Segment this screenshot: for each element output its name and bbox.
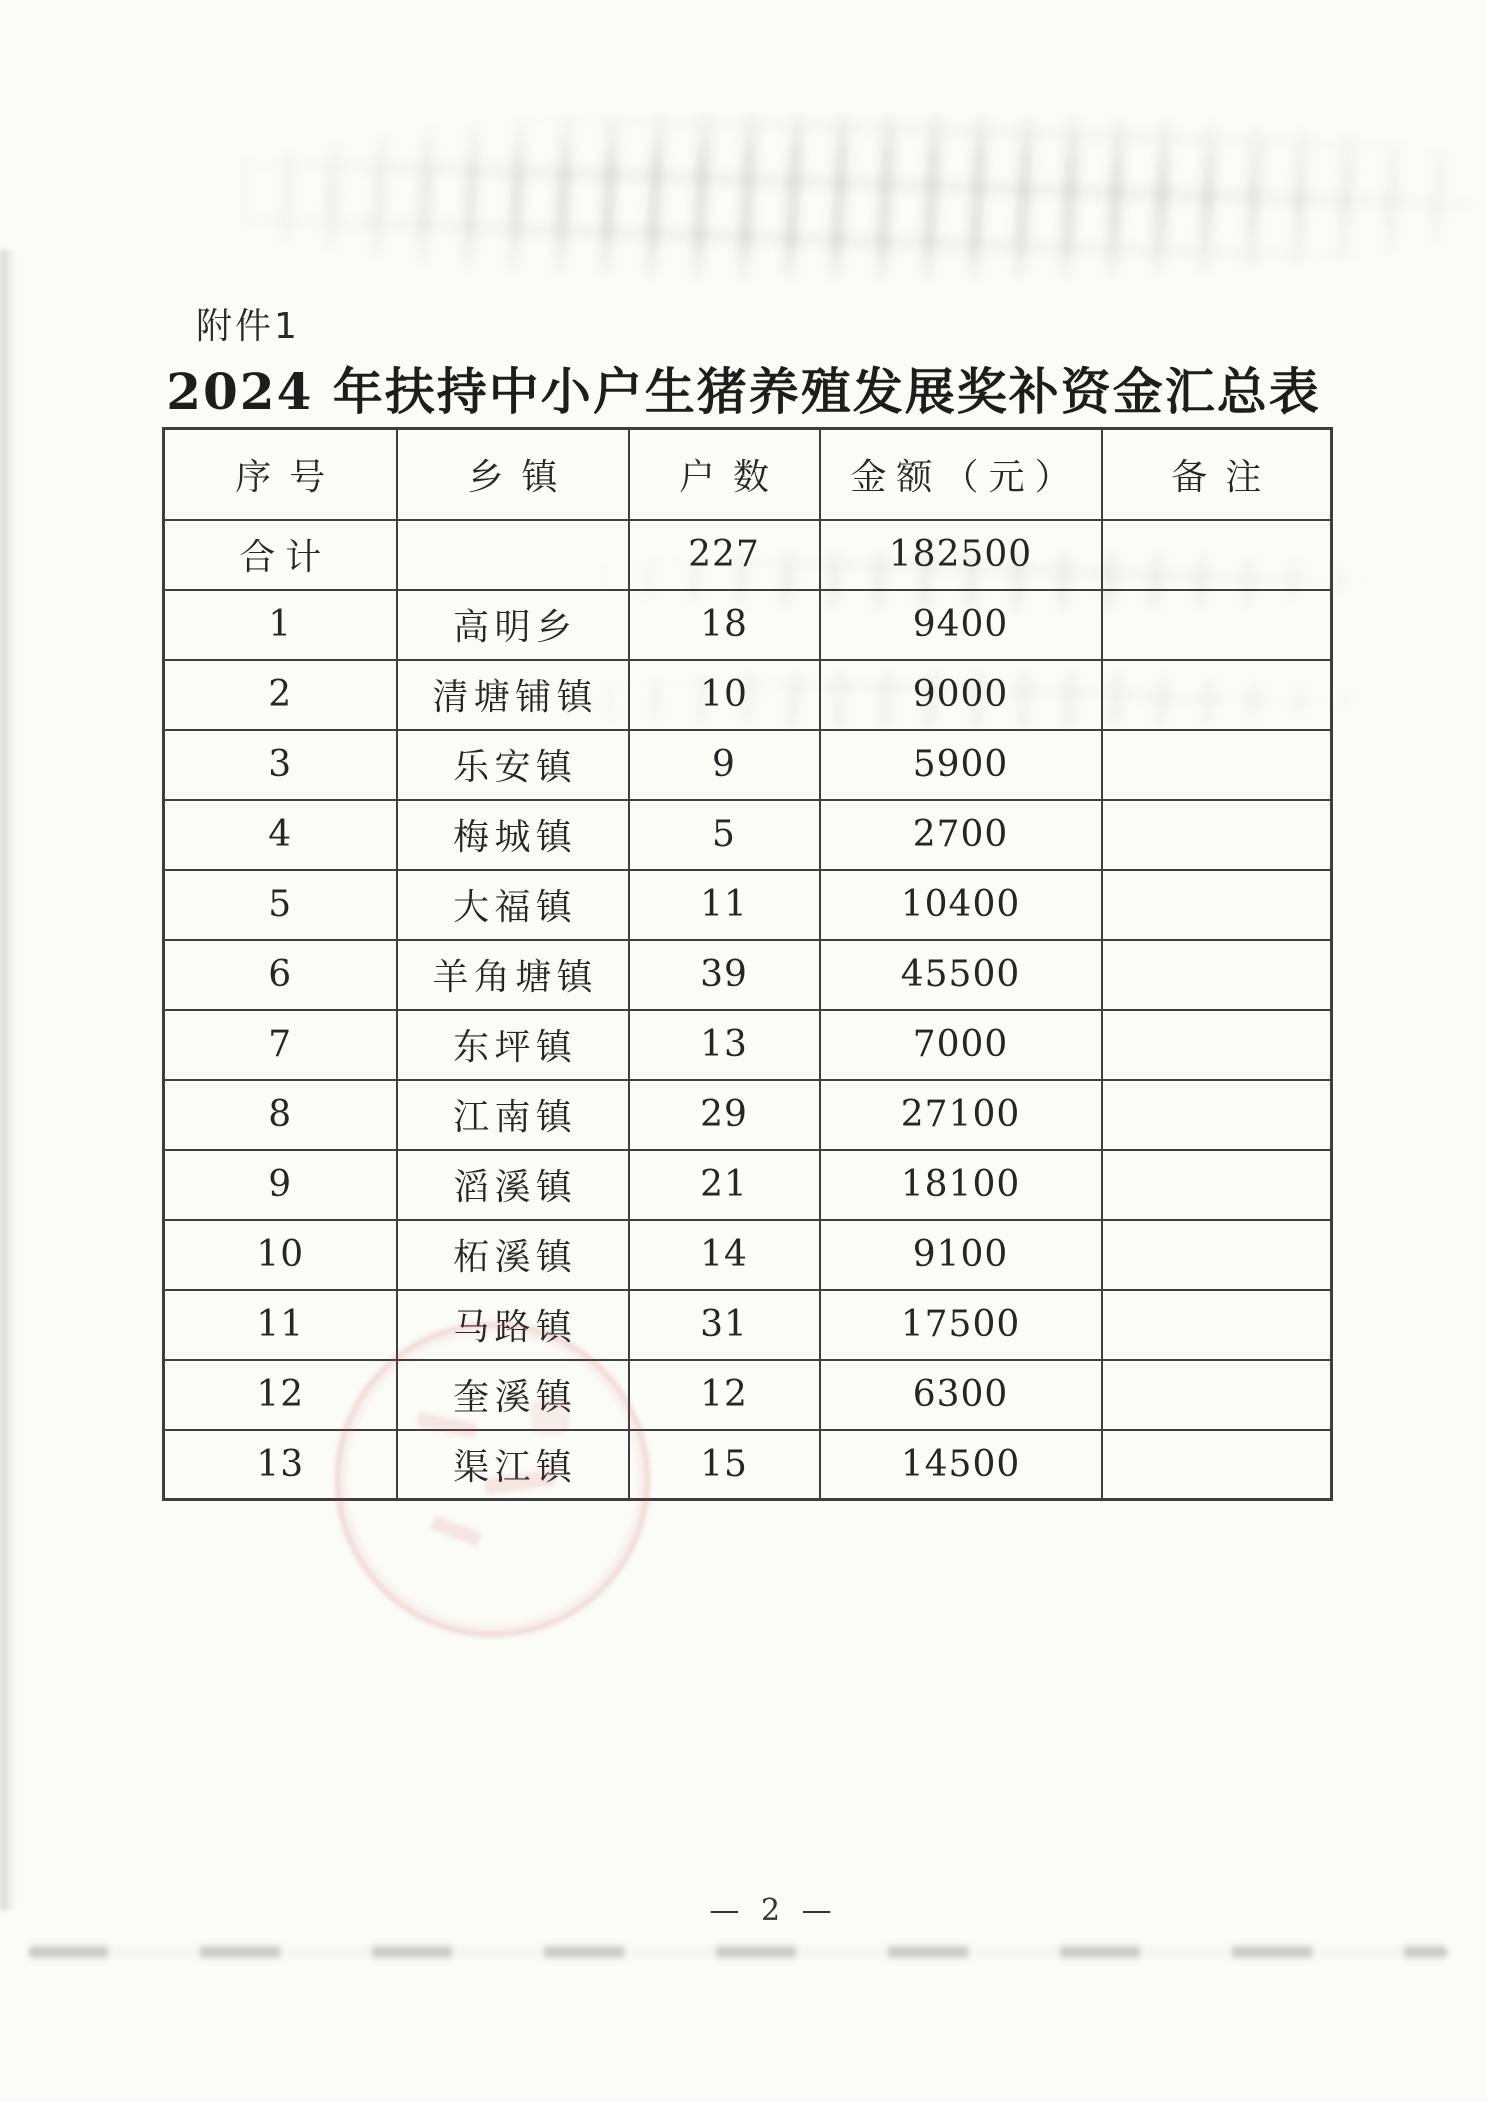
cell-township: 马路镇 [397,1290,629,1360]
cell-households: 9 [629,730,820,800]
cell-remark [1102,590,1332,660]
cell-township [397,520,629,590]
cell-no: 3 [164,730,397,800]
cell-amount: 7000 [820,1010,1102,1080]
cell-households: 21 [629,1150,820,1220]
scan-streak [28,1946,1448,1958]
cell-remark [1102,940,1332,1010]
cell-households: 15 [629,1430,820,1500]
cell-remark [1102,1220,1332,1290]
cell-township: 滔溪镇 [397,1150,629,1220]
cell-households: 12 [629,1360,820,1430]
cell-no: 7 [164,1010,397,1080]
cell-township: 清塘铺镇 [397,660,629,730]
table-row [164,1430,1332,1500]
cell-amount: 9100 [820,1220,1102,1290]
column-header-remark: 备注 [1102,429,1332,520]
cell-remark [1102,800,1332,870]
column-header-township: 乡镇 [397,429,629,520]
cell-households: 14 [629,1220,820,1290]
header-row [164,429,1332,520]
cell-no: 13 [164,1430,397,1500]
cell-township: 大福镇 [397,870,629,940]
cell-remark [1102,660,1332,730]
cell-township: 江南镇 [397,1080,629,1150]
cell-amount: 9400 [820,590,1102,660]
cell-no: 11 [164,1290,397,1360]
column-header-no: 序号 [164,429,397,520]
cell-amount: 17500 [820,1290,1102,1360]
cell-amount: 45500 [820,940,1102,1010]
scan-edge-shade [0,250,16,1910]
table-row [164,660,1332,730]
cell-no: 10 [164,1220,397,1290]
cell-no: 2 [164,660,397,730]
cell-amount: 6300 [820,1360,1102,1430]
cell-amount: 9000 [820,660,1102,730]
cell-township: 渠江镇 [397,1430,629,1500]
cell-township: 柘溪镇 [397,1220,629,1290]
column-header-households: 户数 [629,429,820,520]
table-row [164,1290,1332,1360]
cell-remark [1102,520,1332,590]
cell-no: 合计 [164,520,397,590]
bleed-through-watermark [240,112,1475,282]
cell-amount: 2700 [820,800,1102,870]
cell-households: 227 [629,520,820,590]
cell-households: 13 [629,1010,820,1080]
cell-township: 乐安镇 [397,730,629,800]
table-row [164,590,1332,660]
cell-households: 39 [629,940,820,1010]
cell-township: 奎溪镇 [397,1360,629,1430]
page-number: — 2 — [709,1893,838,1928]
table-row [164,730,1332,800]
column-header-amount: 金额（元） [820,429,1102,520]
cell-no: 12 [164,1360,397,1430]
cell-remark [1102,1290,1332,1360]
attachment-label: 附件1 [196,306,300,347]
cell-households: 18 [629,590,820,660]
cell-households: 11 [629,870,820,940]
cell-remark [1102,1150,1332,1220]
cell-households: 29 [629,1080,820,1150]
summary-table [162,427,1333,1501]
cell-no: 8 [164,1080,397,1150]
cell-no: 1 [164,590,397,660]
cell-remark [1102,1360,1332,1430]
cell-no: 5 [164,870,397,940]
table-row [164,1080,1332,1150]
cell-township: 东坪镇 [397,1010,629,1080]
table-row [164,1150,1332,1220]
table-row [164,800,1332,870]
cell-no: 6 [164,940,397,1010]
table-row [164,1010,1332,1080]
cell-township: 高明乡 [397,590,629,660]
table-row [164,940,1332,1010]
cell-amount: 182500 [820,520,1102,590]
table-row [164,870,1332,940]
cell-no: 4 [164,800,397,870]
page-title: 2024 年扶持中小户生猪养殖发展奖补资金汇总表 [166,362,1321,421]
cell-township: 羊角塘镇 [397,940,629,1010]
cell-amount: 5900 [820,730,1102,800]
total-row [164,520,1332,590]
cell-households: 10 [629,660,820,730]
cell-remark [1102,1430,1332,1500]
cell-amount: 14500 [820,1430,1102,1500]
cell-households: 31 [629,1290,820,1360]
cell-remark [1102,1080,1332,1150]
cell-remark [1102,730,1332,800]
red-seal-mark [430,1516,482,1546]
cell-amount: 18100 [820,1150,1102,1220]
cell-no: 9 [164,1150,397,1220]
cell-township: 梅城镇 [397,800,629,870]
cell-remark [1102,870,1332,940]
cell-amount: 10400 [820,870,1102,940]
table-row [164,1220,1332,1290]
cell-amount: 27100 [820,1080,1102,1150]
cell-households: 5 [629,800,820,870]
cell-remark [1102,1010,1332,1080]
table-row [164,1360,1332,1430]
